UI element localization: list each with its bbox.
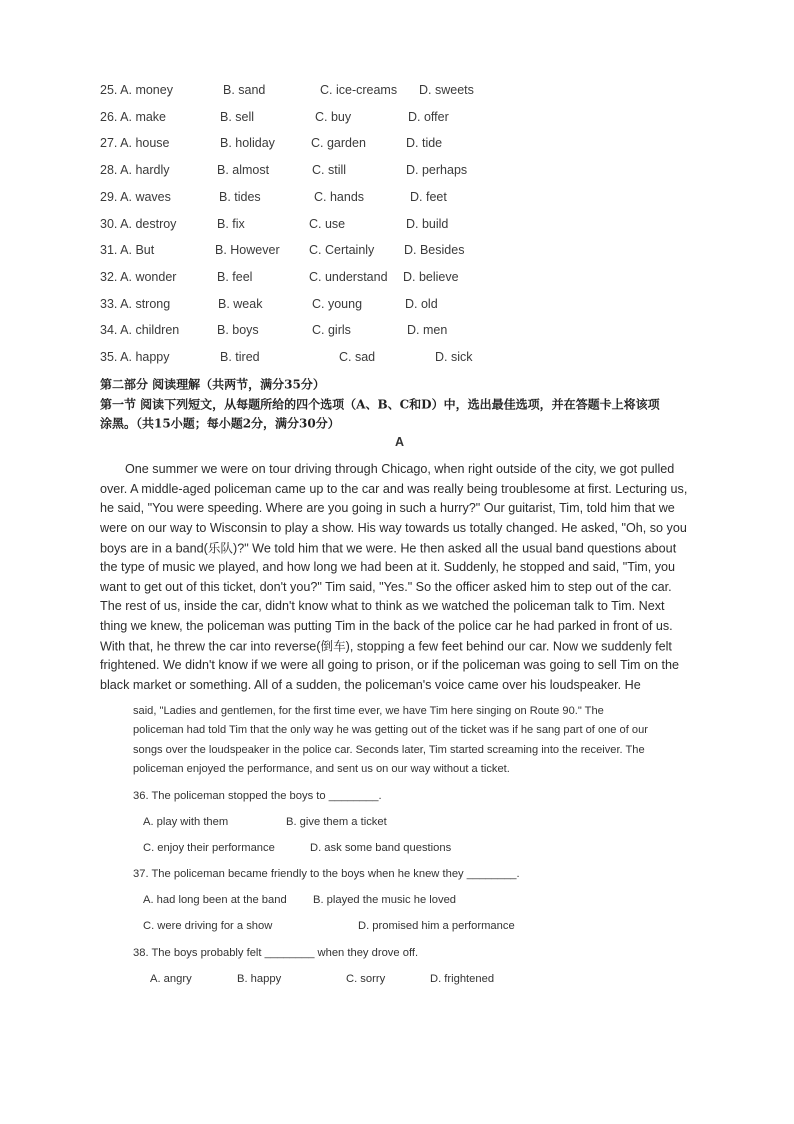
cloze-option: C. girls [312, 323, 351, 338]
cloze-option: C. garden [311, 136, 366, 151]
cloze-option: C. hands [314, 189, 365, 204]
answer-option: A. had long been at the band [143, 894, 287, 906]
cloze-option: 28. A. hardly [100, 163, 170, 178]
passage-line: the type of music we played, and how long we had been at it. Suddenly, he stopped and said, "Tim, you [100, 560, 676, 574]
question-stem: 38. The boys probably felt ________ when they drove off. [133, 947, 419, 959]
answer-option: C. were driving for a show [143, 920, 273, 932]
answer-option: D. ask some band questions [310, 842, 452, 854]
part-title: 第二部分 阅读理解（共两节，满分35分） [100, 377, 325, 392]
cloze-option: D. sick [435, 350, 473, 364]
answer-option: C. sorry [346, 973, 386, 985]
instruction-line-1: 第一节 阅读下列短文，从每题所给的四个选项（A、B、C和D）中，选出最佳选项，并在答题卡上将该项 [100, 397, 660, 412]
cloze-option: B. boys [217, 323, 259, 338]
answer-option: B. played the music he loved [313, 894, 457, 906]
cloze-option: B. almost [217, 163, 270, 178]
passage-title: A [395, 435, 405, 449]
question-stem: 37. The policeman became friendly to the boys when he knew they ________. [133, 868, 520, 880]
passage-line: said, "Ladies and gentlemen, for the first time ever, we have Tim here singing on Route 90." The [133, 705, 604, 717]
passage-line: black market or something. All of a sudden, the policeman's voice came over his loudspeaker. He [100, 677, 641, 692]
passage-line: policeman enjoyed the performance, and sent us on our way without a ticket. [133, 763, 510, 776]
cloze-option: C. Certainly [309, 243, 375, 258]
passage-line: policeman had told Tim that the only way he was getting out of the ticket was if he sang part of one of our [133, 724, 648, 737]
passage-line: were on our way to Wisconsin to play a show. His way towards us totally changed. He asked, "Oh, so you [100, 520, 687, 535]
cloze-option: C. sad [339, 350, 376, 364]
passage-line: songs over the loudspeaker in the police car. Seconds later, Tim started screaming into the receiver. The [133, 743, 645, 756]
answer-option: A. angry [150, 973, 192, 985]
cloze-option: C. still [312, 163, 347, 178]
cloze-option: 26. A. make [100, 109, 167, 124]
passage-line: One summer we were on tour driving through Chicago, when right outside of the city, we got pulled [125, 462, 675, 476]
cloze-option: 27. A. house [100, 136, 170, 151]
passage-line: With that, he threw the car into reverse(倒车), stopping a few feet behind our car. Now we suddenly felt [100, 639, 672, 654]
answer-option: C. enjoy their performance [143, 842, 275, 854]
cloze-option: 31. A. But [100, 243, 155, 258]
cloze-option: C. young [312, 296, 363, 311]
answer-option: A. play with them [143, 816, 229, 828]
cloze-option: B. However [215, 243, 280, 258]
passage-line: want to get out of this ticket, don't you?" Tim said, "Yes." So the officer asked him to step out of the car. [100, 579, 672, 594]
question-stem: 36. The policeman stopped the boys to ________. [133, 790, 382, 802]
cloze-option: D. Besides [404, 243, 465, 258]
passage-line: thing we knew, the policeman was putting Tim in the back of the police car he had parked in front of us. [100, 618, 673, 633]
cloze-option: 25. A. money [100, 83, 173, 97]
cloze-option: D. tide [406, 136, 443, 151]
cloze-option: C. use [309, 216, 346, 231]
instruction-line-2: 涂黑。（共15小题；每小题2分，满分30分） [100, 416, 340, 431]
answer-option: B. give them a ticket [286, 816, 387, 828]
cloze-option: B. tired [220, 350, 260, 364]
cloze-option: 29. A. waves [100, 189, 171, 204]
cloze-option: D. sweets [419, 83, 474, 97]
cloze-option: B. sell [220, 109, 255, 124]
cloze-option: D. old [405, 296, 438, 311]
passage-line: The rest of us, inside the car, didn't know what to think as we watched the policeman talk to Tim. Next [100, 599, 665, 614]
cloze-option: B. weak [218, 296, 263, 311]
cloze-option: 35. A. happy [100, 350, 170, 364]
answer-option: D. promised him a performance [358, 920, 515, 932]
cloze-option: B. holiday [220, 136, 275, 151]
cloze-option: 30. A. destroy [100, 216, 177, 231]
cloze-option: D. believe [403, 269, 459, 284]
cloze-option: C. ice-creams [320, 83, 398, 97]
passage-line: over. A middle-aged policeman came up to the car and was really being troublesome at first. Lecturing us, [100, 481, 688, 496]
passage-line: he said, "You were speeding. Where are you going in such a hurry?" Our guitarist, Tim, told him that we [100, 501, 675, 516]
cloze-option: D. men [407, 323, 448, 338]
answer-option: D. frightened [430, 973, 495, 985]
cloze-option: B. feel [217, 269, 253, 284]
passage-line: frightened. We didn't know if we were all going to prison, or if the policeman was going to sell Tim on the [100, 658, 679, 672]
cloze-option: D. feet [410, 189, 447, 204]
cloze-option: D. build [406, 216, 449, 231]
answer-option: B. happy [237, 973, 282, 985]
passage-line: boys are in a band(乐队)?" We told him that we were. He then asked all the usual band questions about [100, 541, 677, 556]
cloze-option: B. fix [217, 216, 245, 231]
cloze-option: 32. A. wonder [100, 269, 177, 284]
cloze-option: B. tides [219, 189, 261, 204]
cloze-option: C. understand [309, 269, 388, 284]
cloze-option: 34. A. children [100, 323, 180, 338]
cloze-option: D. offer [408, 109, 449, 124]
cloze-option: B. sand [223, 83, 266, 97]
cloze-option: C. buy [315, 109, 352, 124]
cloze-option: 33. A. strong [100, 296, 171, 311]
cloze-option: D. perhaps [406, 163, 468, 178]
